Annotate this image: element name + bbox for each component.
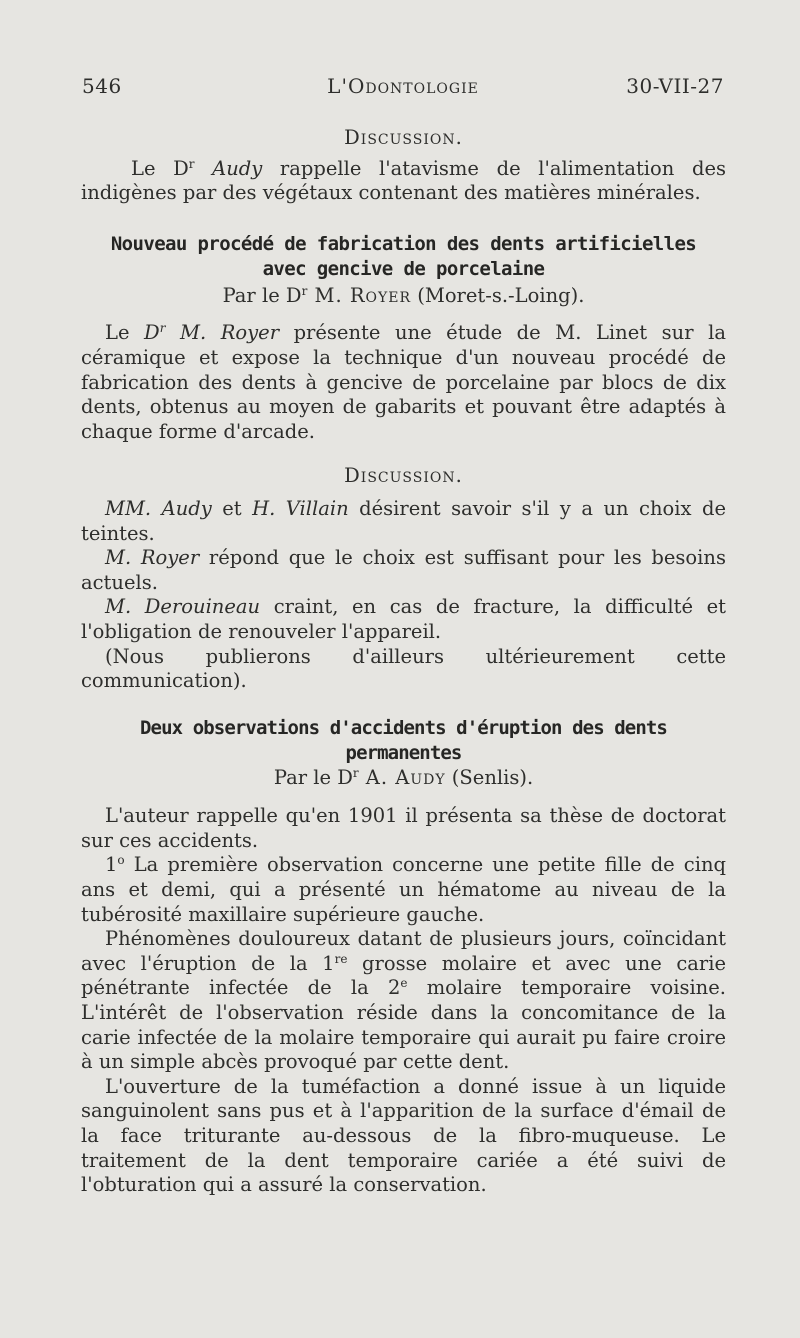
article-byline-2: Par le $D^r$ A. Audy (Senlis). [273,765,534,789]
article-2-paragraph-3: Phénomènes douloureux datant de plusieurs jours, coïncidant avec l'éruption de la 1re grosse molaire et avec une carie pénétrante infectée de la 2e molaire temporaire voisine. L'intérêt de l'observation réside dans la concomitance de la carie infectée de la molaire temporaire qui aurait pu faire croire à un simple abcès provoqué par cette dent. [81,927,726,1074]
article-byline-1: Par le $D^r$ M. Royer (Moret-s.-Loing). [222,283,585,307]
discussion-2-item-4: (Nous publierons d'ailleurs ultérieurement cette communication). [81,644,726,693]
article-2-paragraph-1: L'auteur rappelle qu'en 1901 il présenta sa thèse de doctorat sur ces accidents. [81,804,726,852]
issue-date: 30-VII-27 [626,74,724,98]
page-body [81,126,726,1198]
discussion-heading-1: Discussion. [344,126,463,149]
article-title-1-line-2: avec gencive de porcelaine [262,257,545,280]
discussion-heading-2: Discussion. [344,464,463,488]
article-1-paragraph: Le $D^r$ M. Royer présente une étude de M. Linet sur la céramique et expose la technique d'un nouveau procédé de fabrication des dents à gencive de porcelaine par blocs de dix dents, obtenus au moyen de gabarits et pouvant être adaptés à chaque forme d'arcade. [81,321,726,443]
running-header [82,74,724,104]
page-number: 546 [82,74,122,98]
article-title-2: Deux observations d'accidents d'éruption des dents permanentes [140,716,667,764]
article-2-paragraph-4: L'ouverture de la tuméfaction a donné issue à un liquide sanguinolent sans pus et à l'apparition de la surface d'émail de la face triturante au-dessous de la fibro-muqueuse. Le traitement de la dent temporaire cariée a été suivi de l'obturation qui a assuré la conservation. [81,1074,726,1197]
discussion-2-item-1: MM. Audy et H. Villain désirent savoir s'il y a un choix de teintes. [81,496,726,545]
journal-title: L'Odontologie [327,74,479,98]
discussion-2-item-3: M. Derouineau craint, en cas de fracture, la difficulté et l'obligation de renouveler l'appareil. [81,595,726,643]
discussion-2-item-2: M. Royer répond que le choix est suffisant pour les besoins actuels. [81,546,726,594]
article-2-paragraph-2: 1$^o$ La première observation concerne une petite fille de cinq ans et demi, qui a présenté un hématome au niveau de la tubérosité maxillaire supérieure gauche. [81,853,726,926]
article-title-1-line-1: Nouveau procédé de fabrication des dents artificielles [110,232,697,255]
discussion-paragraph-1: Le $D^r$ Audy rappelle l'atavisme de l'alimentation des indigènes par des végétaux contenant des matières minérales. [81,156,726,205]
